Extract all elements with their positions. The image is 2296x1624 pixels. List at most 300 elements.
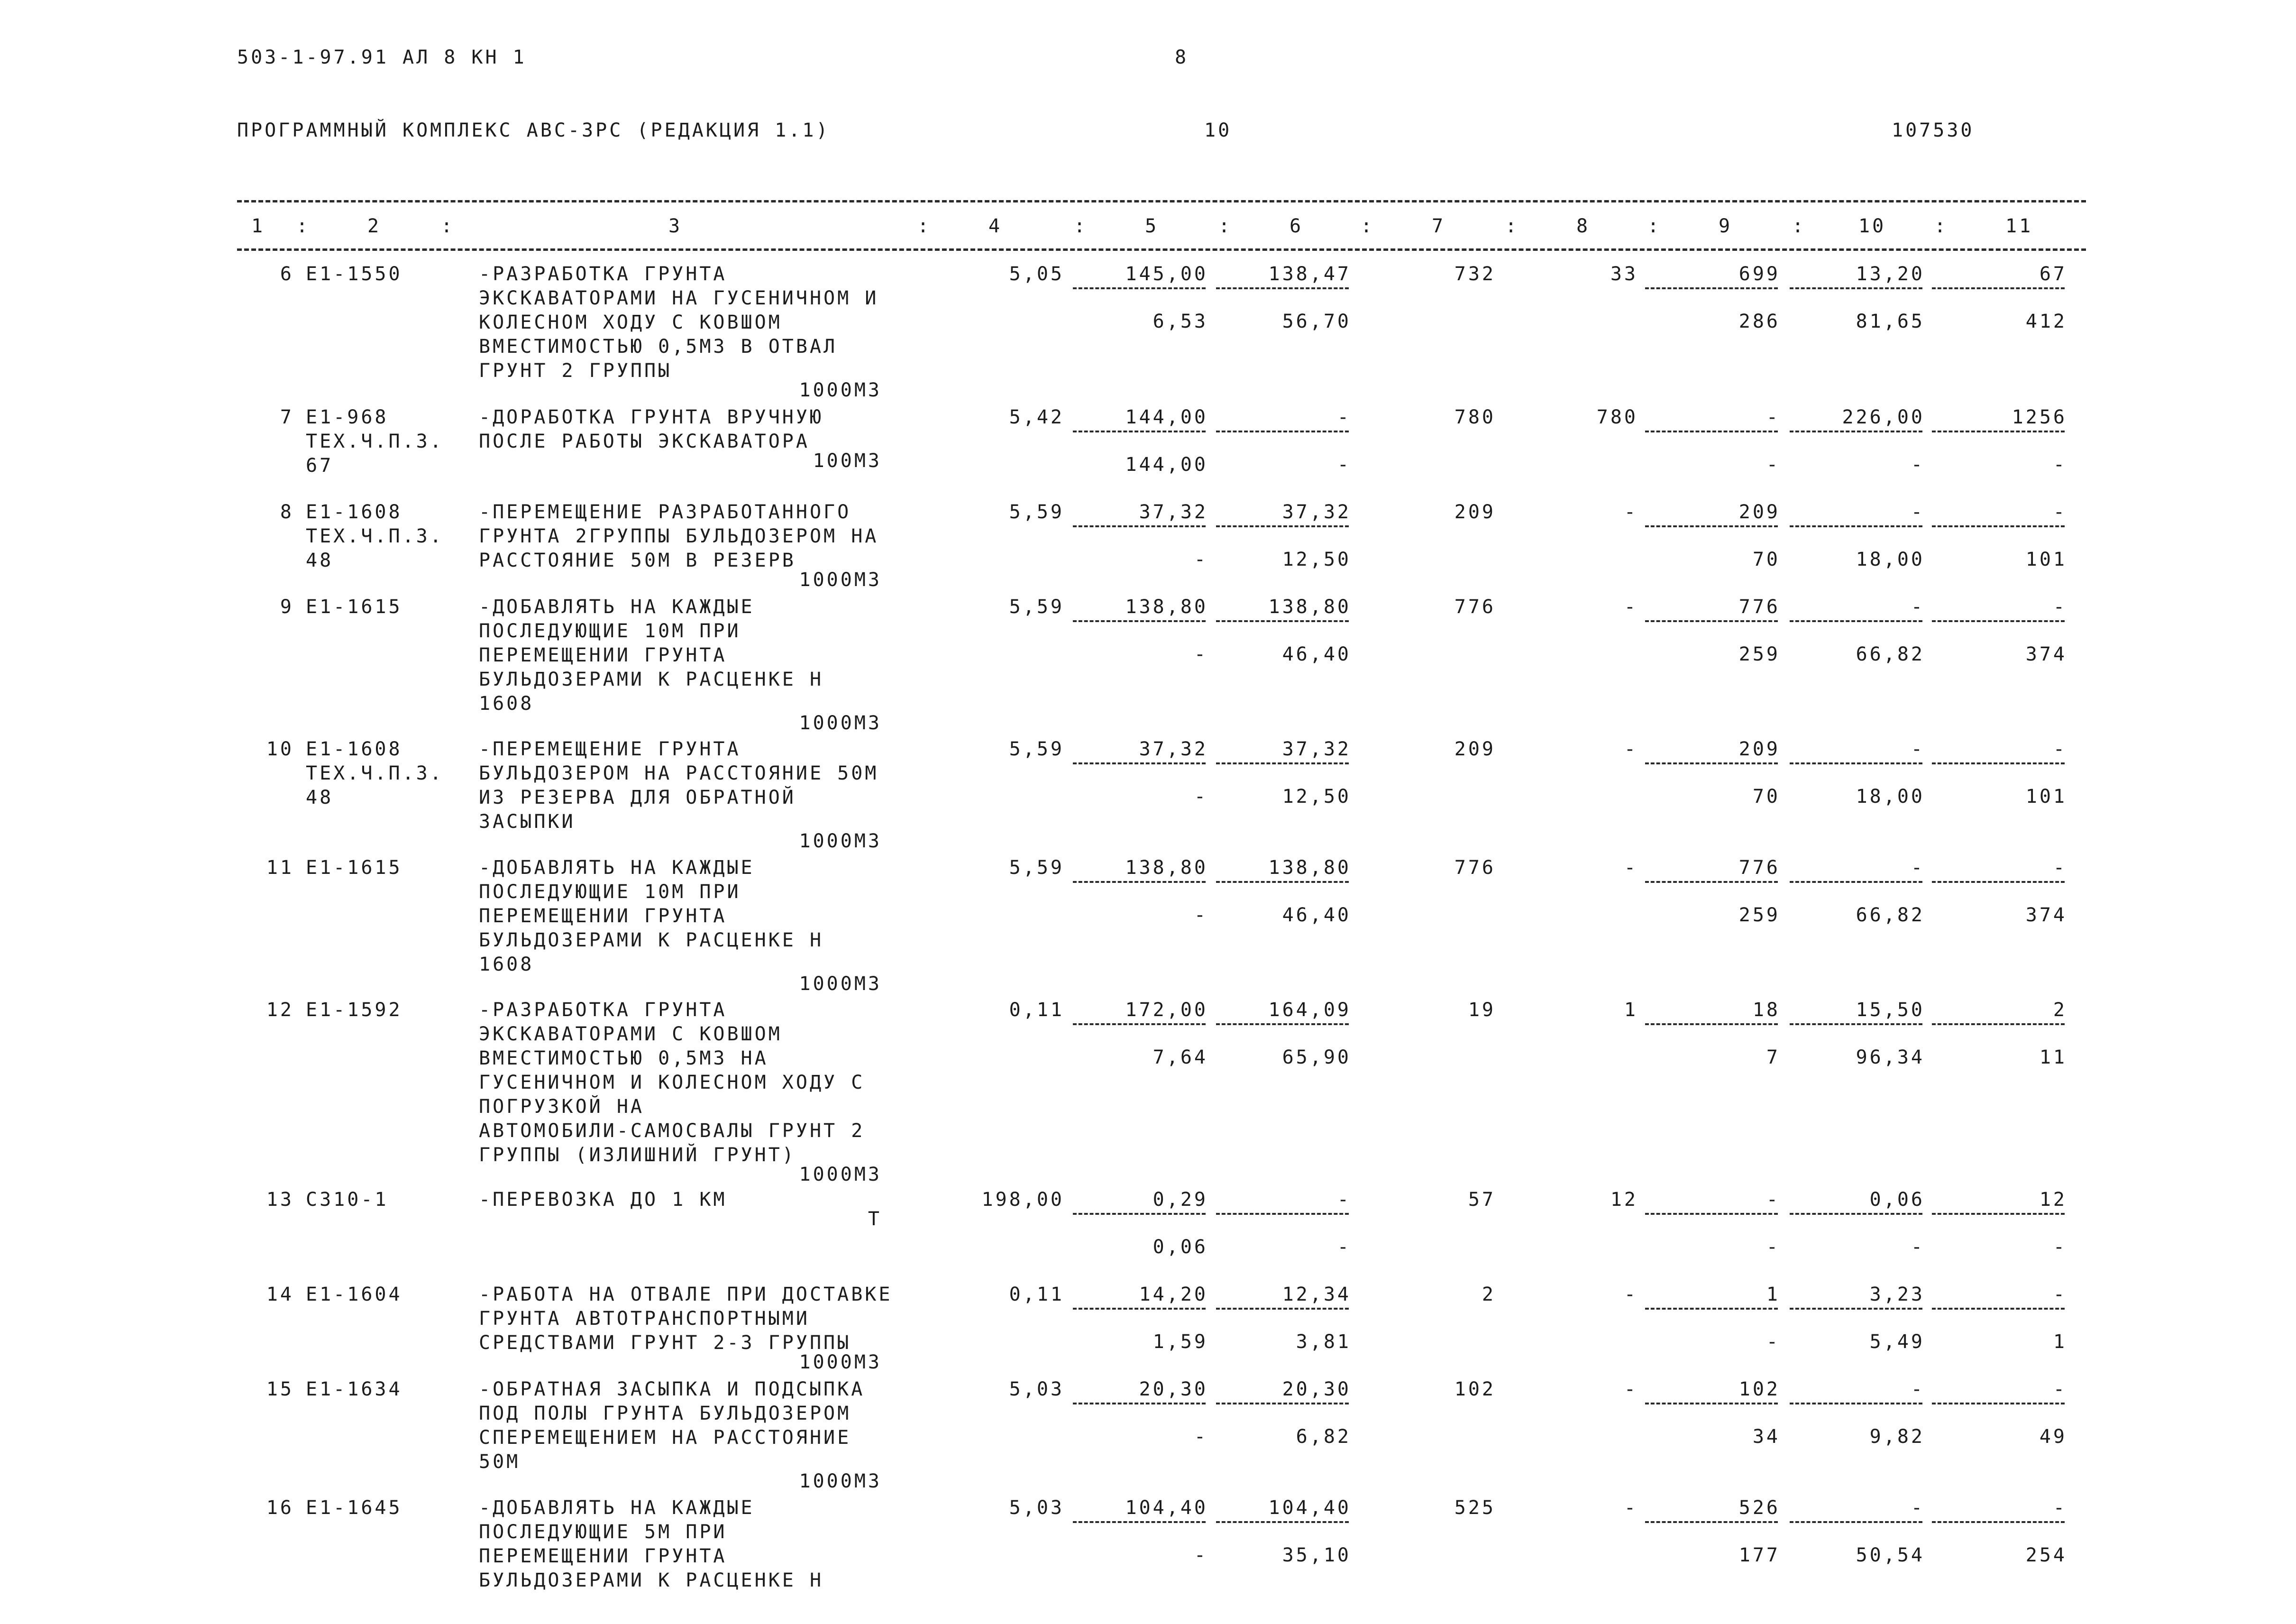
column-header-9: 9: [1719, 215, 1733, 237]
machine-wages-total: -: [1766, 454, 1780, 476]
column-header-2: 2: [367, 215, 382, 237]
labor-total-machine: 49: [2039, 1426, 2067, 1448]
fraction-rule: [1932, 431, 2065, 432]
labor-cost-unit: 13,20: [1856, 263, 1925, 285]
work-description: СПЕРЕМЕЩЕНИЕМ НА РАССТОЯНИЕ: [479, 1427, 851, 1449]
labor-unit-machine: 66,82: [1856, 643, 1925, 665]
equipment-total: 209: [1738, 738, 1780, 760]
column-header-5: 5: [1145, 215, 1159, 237]
work-description: -ПЕРЕМЕЩЕНИЕ ГРУНТА: [479, 738, 741, 760]
column-header-7: 7: [1432, 215, 1446, 237]
document-number: 107530: [1892, 119, 1975, 141]
labor-cost-unit: -: [1911, 596, 1925, 618]
work-description: ПОСЛЕДУЮЩИЕ 10М ПРИ: [479, 620, 741, 642]
unit-cost-total: 104,40: [1125, 1497, 1208, 1519]
labor-total-machine: 101: [2025, 549, 2067, 570]
equipment-total: 18: [1752, 999, 1780, 1021]
labor-cost-total: 67: [2039, 263, 2067, 285]
unit-cost-total: 20,30: [1139, 1378, 1208, 1400]
unit-cost-equipment: 37,32: [1282, 501, 1351, 523]
unit-cost-total: 0,29: [1153, 1189, 1208, 1211]
row-number: 13: [266, 1189, 294, 1211]
fraction-rule: [1645, 1213, 1778, 1215]
labor-unit-machine: 5,49: [1869, 1331, 1925, 1353]
equipment-total: 1: [1766, 1284, 1780, 1305]
wages-total: 780: [1596, 406, 1638, 428]
work-description: ГУСЕНИЧНОМ И КОЛЕСНОМ ХОДУ С: [479, 1072, 865, 1093]
fraction-rule: [1645, 762, 1778, 764]
fraction-rule: [1216, 1308, 1349, 1310]
unit-cost-total: 14,20: [1139, 1284, 1208, 1305]
work-description: -ДОРАБОТКА ГРУНТА ВРУЧНУЮ: [479, 406, 824, 428]
quantity: 5,59: [1009, 857, 1064, 879]
column-separator: :: [1647, 215, 1662, 237]
fraction-rule: [1073, 620, 1206, 622]
equipment-total: 102: [1738, 1378, 1780, 1400]
labor-unit-machine: 66,82: [1856, 904, 1925, 926]
fraction-rule: [1790, 1403, 1922, 1404]
fraction-rule: [1932, 762, 2065, 764]
row-number: 14: [266, 1284, 294, 1305]
work-description: ПОСЛЕДУЮЩИЕ 10М ПРИ: [479, 881, 741, 903]
fraction-rule: [1790, 762, 1922, 764]
work-description: ЭКСКАВАТОРАМИ С КОВШОМ: [479, 1023, 782, 1045]
column-header-4: 4: [988, 215, 1003, 237]
work-description: ПЕРЕМЕЩЕНИИ ГРУНТА: [479, 905, 727, 927]
unit-wages: -: [1194, 786, 1208, 807]
work-description: БУЛЬДОЗЕРОМ НА РАССТОЯНИЕ 50М: [479, 762, 879, 784]
rate-code: 48: [306, 550, 334, 571]
fraction-rule: [1073, 881, 1206, 883]
work-description: -ДОБАВЛЯТЬ НА КАЖДЫЕ: [479, 596, 755, 618]
page-number: 8: [1175, 46, 1189, 68]
column-separator: :: [1792, 215, 1806, 237]
column-header-1: 1: [251, 215, 265, 237]
fraction-rule: [1790, 431, 1922, 432]
labor-unit-machine: 18,00: [1856, 549, 1925, 570]
labor-cost-unit: 226,00: [1842, 406, 1925, 428]
fraction-rule: [1216, 525, 1349, 527]
work-description: СРЕДСТВАМИ ГРУНТ 2-3 ГРУППЫ: [479, 1332, 851, 1354]
labor-cost-total: -: [2053, 596, 2067, 618]
work-description: БУЛЬДОЗЕРАМИ К РАСЦЕНКЕ Н: [479, 669, 824, 690]
unit-cost-total: 144,00: [1125, 406, 1208, 428]
unit-wages: 0,06: [1153, 1236, 1208, 1258]
work-description: -ДОБАВЛЯТЬ НА КАЖДЫЕ: [479, 1497, 755, 1519]
fraction-rule: [1073, 1308, 1206, 1310]
total-cost: 209: [1454, 738, 1496, 760]
quantity: 5,03: [1009, 1497, 1064, 1519]
work-description: ПЕРЕМЕЩЕНИИ ГРУНТА: [479, 1545, 727, 1567]
labor-unit-machine: -: [1911, 454, 1925, 476]
work-description: ПОГРУЗКОЙ НА: [479, 1096, 644, 1118]
work-description: -ОБРАТНАЯ ЗАСЫПКА И ПОДСЫПКА: [479, 1378, 865, 1400]
labor-cost-total: -: [2053, 1378, 2067, 1400]
unit-wages: 6,53: [1153, 311, 1208, 332]
rate-code: С310-1: [306, 1189, 389, 1211]
unit-machine-wages: 3,81: [1296, 1331, 1351, 1353]
fraction-rule: [1645, 525, 1778, 527]
work-description: КОЛЕСНОМ ХОДУ С КОВШОМ: [479, 312, 782, 333]
labor-cost-total: 2: [2053, 999, 2067, 1021]
machine-wages-total: 177: [1738, 1544, 1780, 1566]
unit-cost-equipment: 138,80: [1268, 596, 1351, 618]
wages-total: -: [1624, 738, 1638, 760]
fraction-rule: [1073, 1403, 1206, 1404]
work-description: ЭКСКАВАТОРАМИ НА ГУСЕНИЧНОМ И: [479, 287, 879, 309]
unit-cost-equipment: 37,32: [1282, 738, 1351, 760]
row-number: 12: [266, 999, 294, 1021]
measure-unit: 1000М3: [799, 712, 882, 734]
total-cost: 209: [1454, 501, 1496, 523]
machine-wages-total: 259: [1738, 643, 1780, 665]
column-header-10: 10: [1858, 215, 1886, 237]
document-code: 503-1-97.91 АЛ 8 КН 1: [237, 46, 527, 68]
unit-wages: -: [1194, 1426, 1208, 1448]
work-description: -РАЗРАБОТКА ГРУНТА: [479, 263, 727, 285]
machine-wages-total: 259: [1738, 904, 1780, 926]
row-number: 8: [280, 501, 294, 523]
fraction-rule: [1790, 287, 1922, 289]
machine-wages-total: 70: [1752, 786, 1780, 807]
work-description: ВМЕСТИМОСТЬЮ 0,5М3 НА: [479, 1047, 768, 1069]
fraction-rule: [1932, 525, 2065, 527]
row-number: 10: [266, 738, 294, 760]
fraction-rule: [1216, 881, 1349, 883]
fraction-rule: [1932, 287, 2065, 289]
machine-wages-total: -: [1766, 1236, 1780, 1258]
fraction-rule: [1073, 1023, 1206, 1025]
labor-cost-unit: 0,06: [1869, 1189, 1925, 1211]
column-separator: :: [441, 215, 455, 237]
fraction-rule: [1932, 1213, 2065, 1215]
fraction-rule: [1073, 525, 1206, 527]
unit-cost-equipment: 20,30: [1282, 1378, 1351, 1400]
labor-total-machine: 1: [2053, 1331, 2067, 1353]
fraction-rule: [1790, 525, 1922, 527]
work-description: -ПЕРЕВОЗКА ДО 1 КМ: [479, 1189, 727, 1211]
measure-unit: 100М3: [813, 450, 882, 472]
machine-wages-total: 70: [1752, 549, 1780, 570]
labor-cost-total: -: [2053, 738, 2067, 760]
column-separator: :: [1074, 215, 1088, 237]
work-description: ПОД ПОЛЫ ГРУНТА БУЛЬДОЗЕРОМ: [479, 1403, 851, 1424]
fraction-rule: [1645, 287, 1778, 289]
labor-cost-unit: -: [1911, 857, 1925, 879]
row-number: 16: [266, 1497, 294, 1519]
labor-cost-total: -: [2053, 1497, 2067, 1519]
wages-total: 33: [1610, 263, 1638, 285]
program-title: ПРОГРАММНЫЙ КОМПЛЕКС АВС-3РС (РЕДАКЦИЯ 1.1): [237, 119, 830, 141]
labor-total-machine: -: [2053, 454, 2067, 476]
work-description: РАССТОЯНИЕ 50М В РЕЗЕРВ: [479, 550, 796, 571]
wages-total: 12: [1610, 1189, 1638, 1211]
labor-total-machine: 11: [2039, 1046, 2067, 1068]
fraction-rule: [1790, 620, 1922, 622]
rate-code: 67: [306, 455, 334, 477]
labor-total-machine: 101: [2025, 786, 2067, 807]
unit-wages: 1,59: [1153, 1331, 1208, 1353]
rate-code: 48: [306, 787, 334, 808]
quantity: 5,42: [1009, 406, 1064, 428]
row-number: 9: [280, 596, 294, 618]
measure-unit: Т: [868, 1208, 882, 1230]
wages-total: -: [1624, 596, 1638, 618]
unit-wages: -: [1194, 904, 1208, 926]
work-description: -РАБОТА НА ОТВАЛЕ ПРИ ДОСТАВКЕ: [479, 1284, 893, 1305]
row-number: 7: [280, 406, 294, 428]
unit-cost-equipment: 138,80: [1268, 857, 1351, 879]
work-description: ИЗ РЕЗЕРВА ДЛЯ ОБРАТНОЙ: [479, 787, 796, 808]
unit-machine-wages: 46,40: [1282, 904, 1351, 926]
total-cost: 776: [1454, 596, 1496, 618]
measure-unit: 1000М3: [799, 1351, 882, 1373]
labor-unit-machine: -: [1911, 1236, 1925, 1258]
fraction-rule: [1645, 1308, 1778, 1310]
work-description: ВМЕСТИМОСТЬЮ 0,5М3 В ОТВАЛ: [479, 336, 838, 358]
fraction-rule: [1790, 1213, 1922, 1215]
unit-cost-total: 37,32: [1139, 738, 1208, 760]
fraction-rule: [1073, 1521, 1206, 1523]
machine-wages-total: 7: [1766, 1046, 1780, 1068]
rate-code: Е1-1615: [306, 857, 402, 879]
quantity: 5,05: [1009, 263, 1064, 285]
fraction-rule: [1645, 1521, 1778, 1523]
labor-unit-machine: 9,82: [1869, 1426, 1925, 1448]
unit-machine-wages: -: [1337, 454, 1351, 476]
unit-machine-wages: -: [1337, 1236, 1351, 1258]
unit-wages: 7,64: [1153, 1046, 1208, 1068]
total-cost: 102: [1454, 1378, 1496, 1400]
fraction-rule: [1216, 431, 1349, 432]
row-number: 11: [266, 857, 294, 879]
rate-code: Е1-1550: [306, 263, 402, 285]
rate-code: Е1-1608: [306, 738, 402, 760]
work-description: ПОСЛЕ РАБОТЫ ЭКСКАВАТОРА: [479, 431, 810, 452]
column-header-11: 11: [2005, 215, 2033, 237]
work-description: -РАЗРАБОТКА ГРУНТА: [479, 999, 727, 1021]
quantity: 5,59: [1009, 738, 1064, 760]
unit-cost-equipment: 104,40: [1268, 1497, 1351, 1519]
fraction-rule: [1216, 620, 1349, 622]
work-description: ГРУНТА 2ГРУППЫ БУЛЬДОЗЕРОМ НА: [479, 525, 879, 547]
rate-code: Е1-1604: [306, 1284, 402, 1305]
wages-total: -: [1624, 857, 1638, 879]
wages-total: 1: [1624, 999, 1638, 1021]
fraction-rule: [1645, 1023, 1778, 1025]
fraction-rule: [1216, 1213, 1349, 1215]
wages-total: -: [1624, 1284, 1638, 1305]
quantity: 5,59: [1009, 596, 1064, 618]
unit-wages: -: [1194, 549, 1208, 570]
fraction-rule: [1073, 287, 1206, 289]
fraction-rule: [1932, 1403, 2065, 1404]
labor-unit-machine: 50,54: [1856, 1544, 1925, 1566]
unit-machine-wages: 56,70: [1282, 311, 1351, 332]
work-description: 50М: [479, 1451, 521, 1473]
labor-cost-unit: -: [1911, 1497, 1925, 1519]
quantity: 0,11: [1009, 999, 1064, 1021]
labor-cost-unit: -: [1911, 1378, 1925, 1400]
work-description: 1608: [479, 954, 534, 975]
rate-code: ТЕХ.Ч.П.3.: [306, 525, 444, 547]
labor-unit-machine: 18,00: [1856, 786, 1925, 807]
unit-cost-total: 138,80: [1125, 596, 1208, 618]
column-separator: :: [917, 215, 932, 237]
total-cost: 57: [1468, 1189, 1496, 1211]
unit-cost-equipment: -: [1337, 406, 1351, 428]
rate-code: ТЕХ.Ч.П.3.: [306, 762, 444, 784]
work-description: 1608: [479, 693, 534, 715]
column-header-6: 6: [1290, 215, 1304, 237]
unit-cost-total: 37,32: [1139, 501, 1208, 523]
fraction-rule: [1216, 1403, 1349, 1404]
unit-machine-wages: 35,10: [1282, 1544, 1351, 1566]
row-number: 6: [280, 263, 294, 285]
fraction-rule: [1645, 881, 1778, 883]
rate-code: Е1-1608: [306, 501, 402, 523]
rate-code: Е1-1634: [306, 1378, 402, 1400]
column-header-3: 3: [668, 215, 683, 237]
labor-cost-total: -: [2053, 857, 2067, 879]
total-cost: 776: [1454, 857, 1496, 879]
unit-machine-wages: 12,50: [1282, 549, 1351, 570]
column-separator: :: [1361, 215, 1375, 237]
column-separator: :: [1934, 215, 1948, 237]
fraction-rule: [1932, 1521, 2065, 1523]
labor-unit-machine: 96,34: [1856, 1046, 1925, 1068]
work-description: АВТОМОБИЛИ-САМОСВАЛЫ ГРУНТ 2: [479, 1120, 865, 1142]
labor-cost-unit: -: [1911, 738, 1925, 760]
fraction-rule: [1073, 1213, 1206, 1215]
fraction-rule: [1790, 1308, 1922, 1310]
equipment-total: 776: [1738, 857, 1780, 879]
unit-cost-total: 138,80: [1125, 857, 1208, 879]
fraction-rule: [1216, 287, 1349, 289]
work-description: ГРУППЫ (ИЗЛИШНИЙ ГРУНТ): [479, 1144, 796, 1166]
measure-unit: 1000М3: [799, 1470, 882, 1492]
quantity: 5,59: [1009, 501, 1064, 523]
equipment-total: -: [1766, 1189, 1780, 1211]
equipment-total: -: [1766, 406, 1780, 428]
measure-unit: 1000М3: [799, 569, 882, 591]
row-number: 15: [266, 1378, 294, 1400]
unit-machine-wages: 6,82: [1296, 1426, 1351, 1448]
equipment-total: 209: [1738, 501, 1780, 523]
fraction-rule: [1073, 431, 1206, 432]
quantity: 5,03: [1009, 1378, 1064, 1400]
quantity: 198,00: [981, 1189, 1064, 1211]
labor-cost-total: 12: [2039, 1189, 2067, 1211]
column-separator: :: [1505, 215, 1519, 237]
rate-code: Е1-968: [306, 406, 389, 428]
column-separator: :: [296, 215, 311, 237]
unit-cost-total: 172,00: [1125, 999, 1208, 1021]
equipment-total: 526: [1738, 1497, 1780, 1519]
measure-unit: 1000М3: [799, 379, 882, 401]
work-description: ГРУНТА АВТОТРАНСПОРТНЫМИ: [479, 1308, 810, 1330]
equipment-total: 699: [1738, 263, 1780, 285]
labor-cost-unit: 15,50: [1856, 999, 1925, 1021]
column-separator: :: [1218, 215, 1233, 237]
unit-cost-equipment: 138,47: [1268, 263, 1351, 285]
work-description: -ПЕРЕМЕЩЕНИЕ РАЗРАБОТАННОГО: [479, 501, 851, 523]
measure-unit: 1000М3: [799, 830, 882, 852]
measure-unit: 1000М3: [799, 1164, 882, 1185]
machine-wages-total: -: [1766, 1331, 1780, 1353]
sheet-number: 10: [1204, 119, 1232, 141]
work-description: ГРУНТ 2 ГРУППЫ: [479, 360, 672, 382]
unit-wages: -: [1194, 1544, 1208, 1566]
unit-wages: 144,00: [1125, 454, 1208, 476]
labor-cost-total: -: [2053, 501, 2067, 523]
quantity: 0,11: [1009, 1284, 1064, 1305]
fraction-rule: [1790, 1023, 1922, 1025]
work-description: ПОСЛЕДУЮЩИЕ 5М ПРИ: [479, 1521, 727, 1543]
total-cost: 780: [1454, 406, 1496, 428]
unit-wages: -: [1194, 643, 1208, 665]
fraction-rule: [1790, 881, 1922, 883]
fraction-rule: [1932, 1023, 2065, 1025]
labor-total-machine: 412: [2025, 311, 2067, 332]
rate-code: Е1-1615: [306, 596, 402, 618]
labor-total-machine: -: [2053, 1236, 2067, 1258]
unit-machine-wages: 65,90: [1282, 1046, 1351, 1068]
work-description: -ДОБАВЛЯТЬ НА КАЖДЫЕ: [479, 857, 755, 879]
labor-cost-unit: -: [1911, 501, 1925, 523]
work-description: ЗАСЫПКИ: [479, 811, 576, 833]
fraction-rule: [1645, 620, 1778, 622]
labor-total-machine: 254: [2025, 1544, 2067, 1566]
labor-cost-unit: 3,23: [1869, 1284, 1925, 1305]
column-header-8: 8: [1576, 215, 1591, 237]
fraction-rule: [1932, 881, 2065, 883]
rate-code: Е1-1645: [306, 1497, 402, 1519]
fraction-rule: [1645, 1403, 1778, 1404]
fraction-rule: [1645, 431, 1778, 432]
unit-cost-equipment: 12,34: [1282, 1284, 1351, 1305]
machine-wages-total: 286: [1738, 311, 1780, 332]
total-cost: 525: [1454, 1497, 1496, 1519]
total-cost: 19: [1468, 999, 1496, 1021]
labor-cost-total: 1256: [2012, 406, 2067, 428]
fraction-rule: [1216, 1521, 1349, 1523]
equipment-total: 776: [1738, 596, 1780, 618]
machine-wages-total: 34: [1752, 1426, 1780, 1448]
fraction-rule: [1932, 620, 2065, 622]
labor-total-machine: 374: [2025, 904, 2067, 926]
work-description: БУЛЬДОЗЕРАМИ К РАСЦЕНКЕ Н: [479, 929, 824, 951]
fraction-rule: [1216, 762, 1349, 764]
labor-unit-machine: 81,65: [1856, 311, 1925, 332]
work-description: БУЛЬДОЗЕРАМИ К РАСЦЕНКЕ Н: [479, 1569, 824, 1591]
rate-code: Е1-1592: [306, 999, 402, 1021]
unit-cost-equipment: -: [1337, 1189, 1351, 1211]
fraction-rule: [1073, 762, 1206, 764]
unit-cost-equipment: 164,09: [1268, 999, 1351, 1021]
unit-machine-wages: 46,40: [1282, 643, 1351, 665]
labor-total-machine: 374: [2025, 643, 2067, 665]
fraction-rule: [1216, 1023, 1349, 1025]
fraction-rule: [1932, 1308, 2065, 1310]
unit-machine-wages: 12,50: [1282, 786, 1351, 807]
unit-cost-total: 145,00: [1125, 263, 1208, 285]
total-cost: 732: [1454, 263, 1496, 285]
work-description: ПЕРЕМЕЩЕНИИ ГРУНТА: [479, 644, 727, 666]
rate-code: ТЕХ.Ч.П.3.: [306, 431, 444, 452]
wages-total: -: [1624, 501, 1638, 523]
total-cost: 2: [1482, 1284, 1496, 1305]
